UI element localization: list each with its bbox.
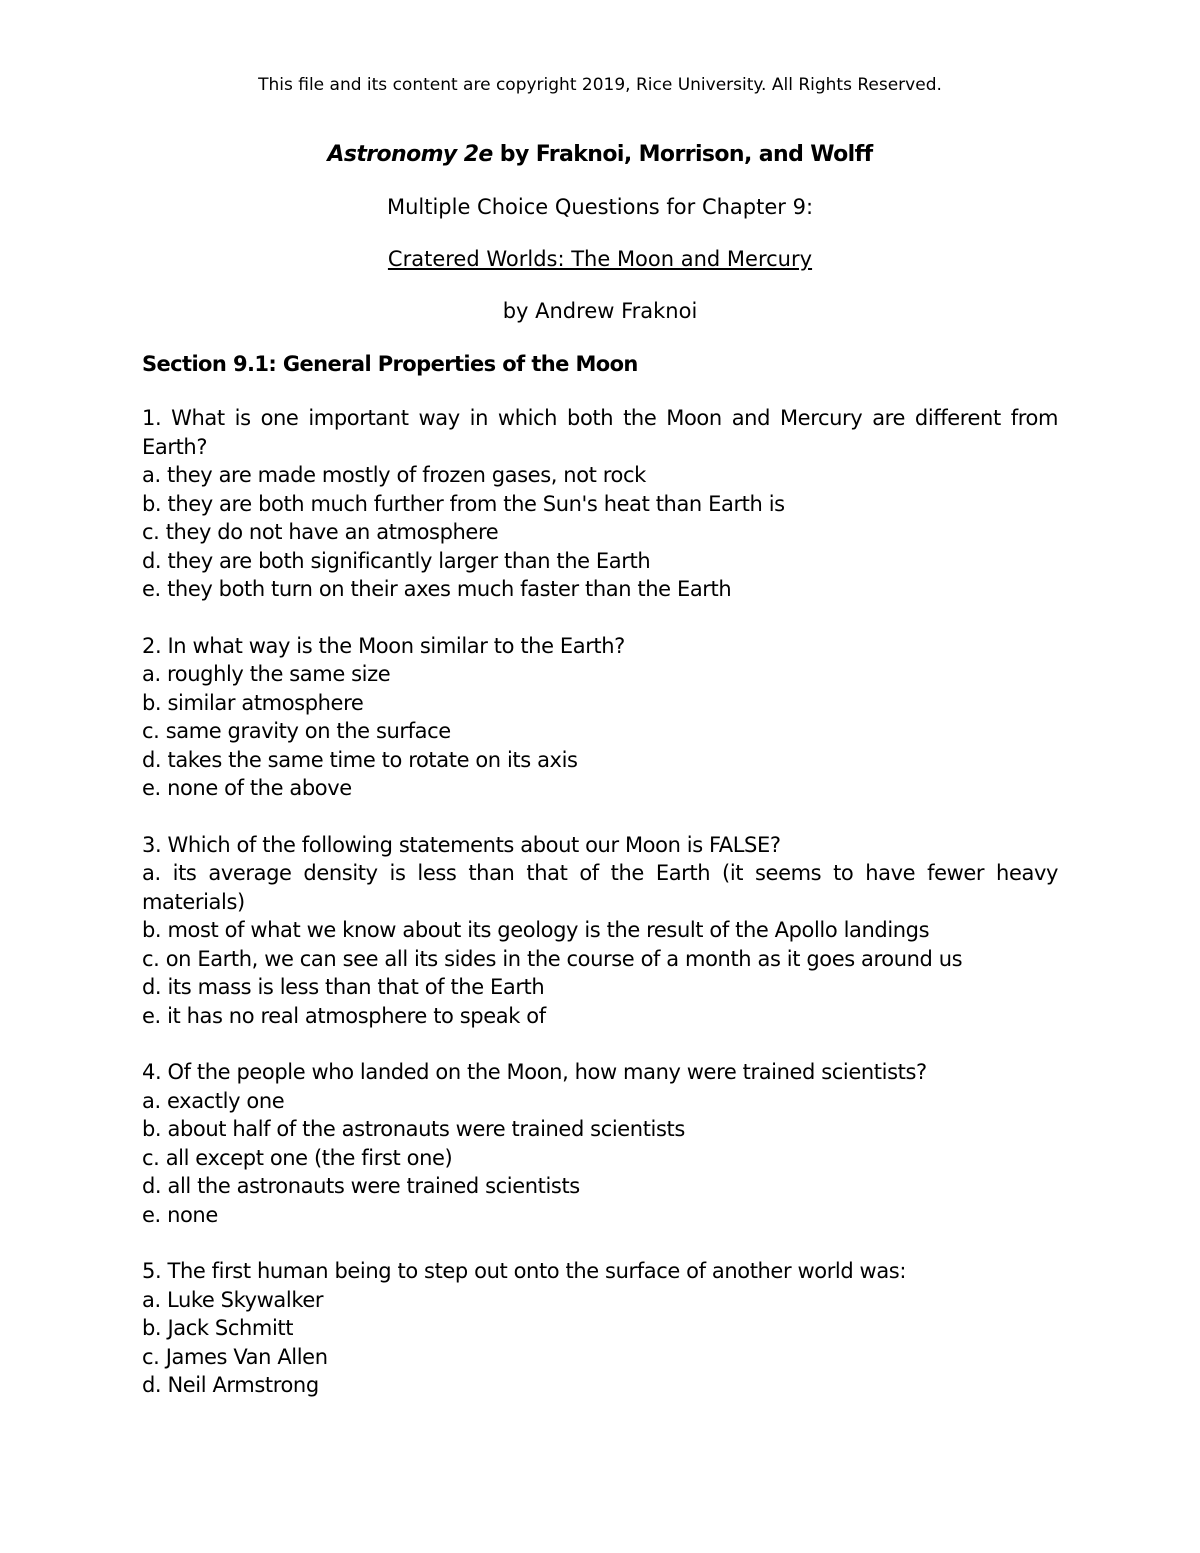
book-title: Astronomy 2e bbox=[327, 142, 493, 167]
book-authors: by Fraknoi, Morrison, and Wolff bbox=[492, 142, 873, 167]
answer-option: e. they both turn on their axes much faster than the Earth bbox=[142, 577, 732, 601]
answer-options bbox=[142, 1087, 1058, 1230]
answer-option: c. same gravity on the surface bbox=[142, 719, 451, 743]
answer-options bbox=[142, 1286, 1058, 1400]
answer-option: e. it has no real atmosphere to speak of bbox=[142, 1003, 546, 1028]
answer-options bbox=[142, 461, 1058, 604]
answer-option: c. they do not have an atmosphere bbox=[142, 520, 499, 544]
question-stem: 3. Which of the following statements about our Moon is FALSE? bbox=[142, 832, 781, 857]
answer-options bbox=[142, 859, 1058, 1030]
answer-option: c. all except one (the first one) bbox=[142, 1145, 453, 1170]
document-title bbox=[142, 141, 1058, 169]
question-stem: 1. What is one important way in which both the Moon and Mercury are different from Earth? bbox=[142, 406, 1058, 459]
answer-option: a. exactly one bbox=[142, 1088, 285, 1113]
answer-option: e. none of the above bbox=[142, 776, 352, 800]
question-4 bbox=[142, 1058, 1058, 1229]
question-stem: 5. The first human being to step out onto the surface of another world was: bbox=[142, 1259, 907, 1283]
answer-option: d. they are both significantly larger than the Earth bbox=[142, 548, 651, 573]
answer-option: a. Luke Skywalker bbox=[142, 1287, 324, 1312]
answer-option: d. takes the same time to rotate on its axis bbox=[142, 747, 578, 772]
question-2 bbox=[142, 632, 1058, 803]
question-5 bbox=[142, 1257, 1058, 1400]
question-stem: 4. Of the people who landed on the Moon, how many were trained scientists? bbox=[142, 1060, 927, 1084]
answer-option: d. its mass is less than that of the Earth bbox=[142, 975, 545, 999]
byline: by Andrew Fraknoi bbox=[502, 299, 698, 323]
answer-option: b. about half of the astronauts were trained scientists bbox=[142, 1117, 685, 1141]
question-3 bbox=[142, 831, 1058, 1031]
section-heading: Section 9.1: General Properties of the Moon bbox=[142, 352, 638, 376]
answer-option: b. they are both much further from the Sun's heat than Earth is bbox=[142, 491, 785, 516]
answer-option: e. none bbox=[142, 1202, 218, 1227]
answer-option: a. they are made mostly of frozen gases, not rock bbox=[142, 463, 646, 487]
chapter-subtitle: Multiple Choice Questions for Chapter 9: bbox=[386, 195, 814, 219]
question-stem: 2. In what way is the Moon similar to the Earth? bbox=[142, 633, 625, 658]
answer-option: c. on Earth, we can see all its sides in the course of a month as it goes around us bbox=[142, 946, 963, 971]
copyright-notice: This file and its content are copyright 2019, Rice University. All Rights Reserved. bbox=[258, 75, 942, 95]
answer-option: a. its average density is less than that of the Earth (it seems to have fewer heavy materials) bbox=[142, 861, 1058, 914]
answer-option: b. similar atmosphere bbox=[142, 690, 364, 715]
answer-option: c. James Van Allen bbox=[142, 1344, 328, 1369]
answer-option: b. Jack Schmitt bbox=[142, 1316, 294, 1340]
answer-option: d. Neil Armstrong bbox=[142, 1373, 319, 1397]
answer-option: d. all the astronauts were trained scientists bbox=[142, 1174, 580, 1198]
answer-option: b. most of what we know about its geology is the result of the Apollo landings bbox=[142, 918, 930, 942]
question-1 bbox=[142, 404, 1058, 604]
answer-options bbox=[142, 660, 1058, 803]
chapter-title: Cratered Worlds: The Moon and Mercury bbox=[387, 247, 813, 271]
answer-option: a. roughly the same size bbox=[142, 662, 391, 686]
